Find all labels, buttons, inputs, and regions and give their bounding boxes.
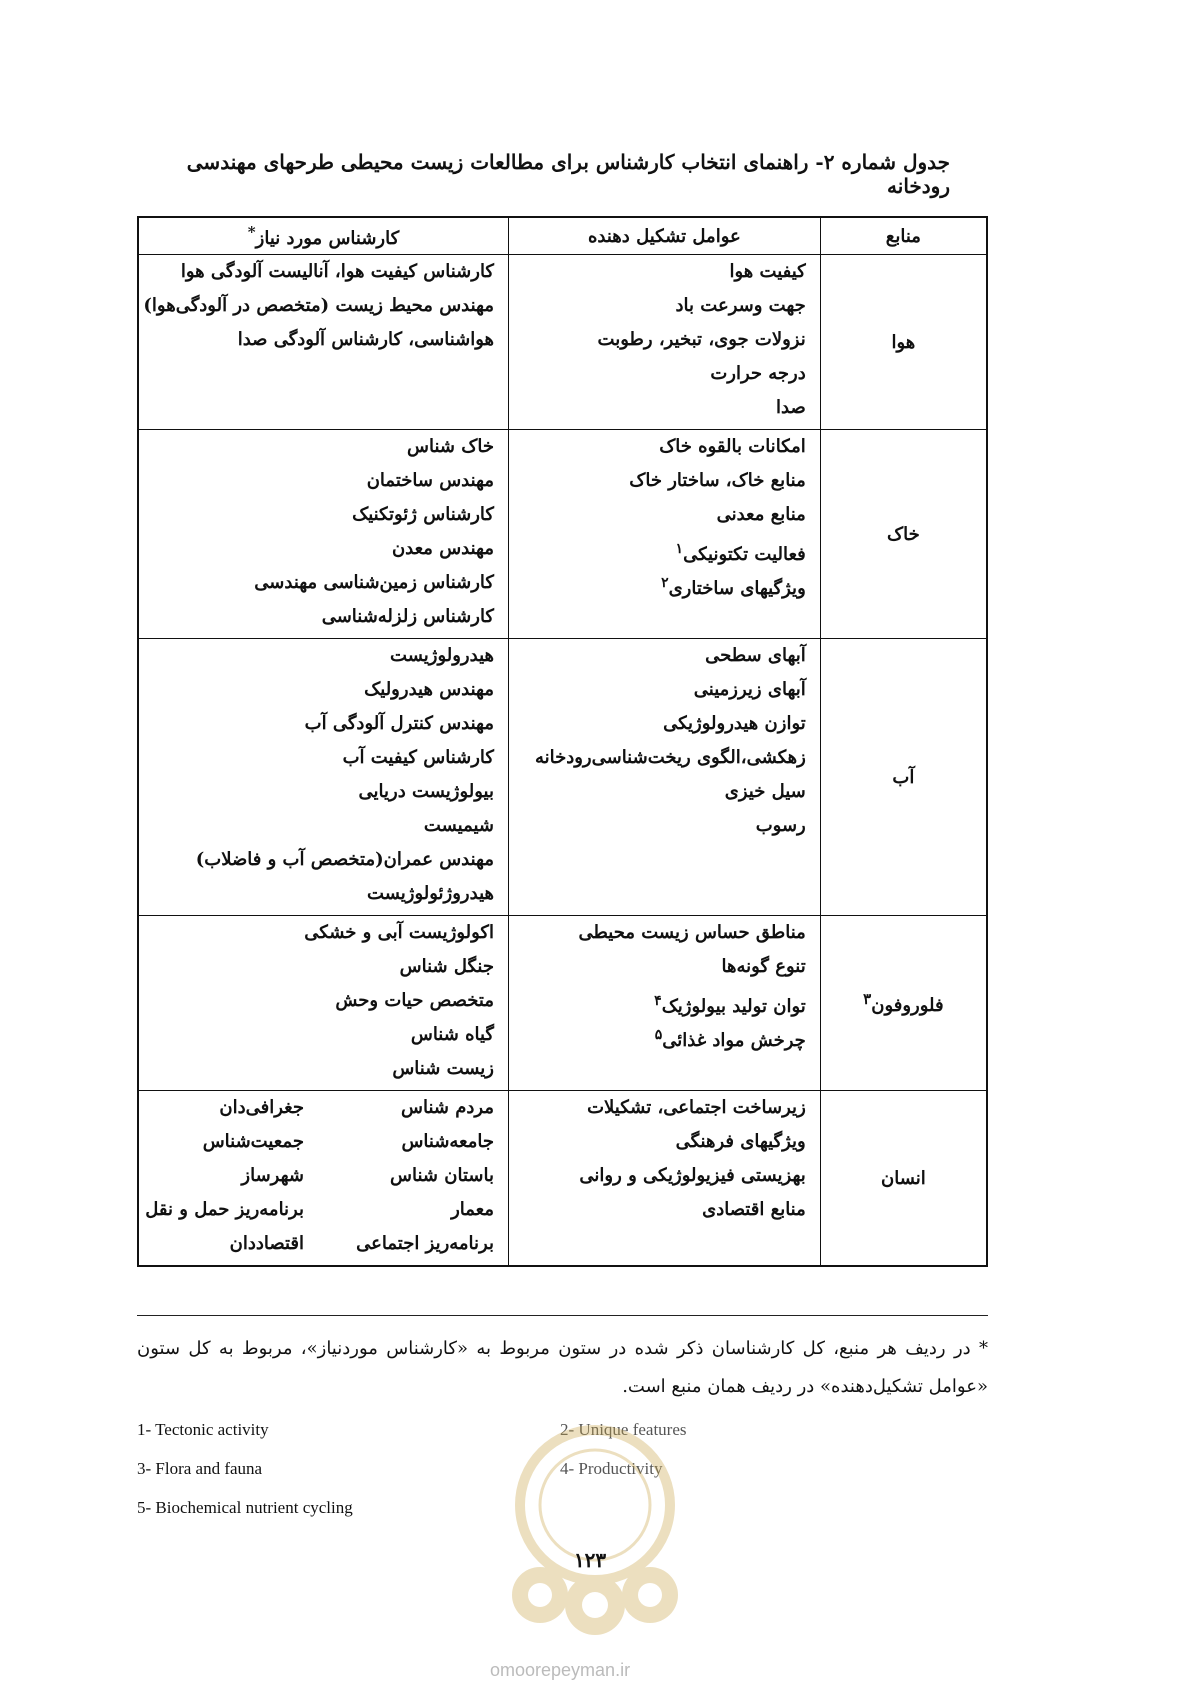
source-note: ۳ <box>863 990 872 1008</box>
expert-item: مهندس معدن <box>391 538 494 559</box>
source-label: انسان <box>880 1167 926 1189</box>
expert-item: معمار <box>451 1199 494 1220</box>
factor-item <box>513 566 806 600</box>
factor-text: چرخش مواد غذائی <box>662 1030 806 1051</box>
expert-column <box>304 1091 508 1261</box>
factor-text: امکانات بالقوه خاک <box>659 436 806 457</box>
expert-item: مهندس هیدرولیک <box>364 679 494 700</box>
factors-cell <box>509 916 821 1091</box>
factor-item <box>513 289 806 323</box>
factor-item <box>513 323 806 357</box>
expert-item: هیدرولوژیست <box>390 645 494 666</box>
header-experts-mark: * <box>247 223 256 241</box>
source-cell <box>820 430 987 639</box>
factor-text: درجه حرارت <box>710 363 806 384</box>
expert-column <box>143 1091 304 1261</box>
experts-cell <box>138 639 509 916</box>
factor-item <box>513 809 806 843</box>
factor-text: توان تولید بیولوژیک <box>661 996 806 1017</box>
factor-item <box>513 673 806 707</box>
expert-item: هیدروژئولوژیست <box>367 883 494 904</box>
factor-text: کیفیت هوا <box>729 261 806 282</box>
factor-item <box>513 1159 806 1193</box>
expert-item: جمعیت‌شناس <box>202 1131 304 1152</box>
note-5: 5- Biochemical nutrient cycling <box>137 1498 353 1517</box>
factors-cell <box>509 1091 821 1267</box>
factor-item <box>513 357 806 391</box>
factor-item <box>513 498 806 532</box>
expert-item: کارشناس ژئوتکنیک <box>352 504 494 525</box>
expert-item: برنامه‌ریز حمل و نقل <box>145 1199 304 1220</box>
factor-text: ویژگیهای فرهنگی <box>675 1131 806 1152</box>
factor-text: ویژگیهای ساختاری <box>668 578 806 599</box>
factor-text: فعالیت تکتونیکی <box>683 544 806 565</box>
factor-item <box>513 391 806 425</box>
factor-text: تنوع گونه‌ها <box>721 956 806 977</box>
factors-cell <box>509 639 821 916</box>
experts-cell <box>138 916 509 1091</box>
factor-text: منابع معدنی <box>716 504 806 525</box>
note-3: 3- Flora and fauna <box>137 1459 263 1478</box>
header-factors: عوامل تشکیل دهنده <box>509 217 821 255</box>
expert-item: کارشناس زلزله‌شناسی <box>321 606 494 627</box>
expert-item: زیست شناس <box>392 1058 494 1079</box>
expert-item: کارشناس کیفیت هوا، آنالیست آلودگی هوا <box>180 261 494 282</box>
source-cell <box>820 639 987 916</box>
factor-item <box>513 464 806 498</box>
expert-selection-table <box>137 216 988 1267</box>
factor-text: توازن هیدرولوژیکی <box>663 713 806 734</box>
expert-item: جامعه‌شناس <box>401 1131 494 1152</box>
expert-item: مهندس عمران(متخصص آب و فاضلاب) <box>195 849 494 870</box>
factor-item <box>513 1018 806 1052</box>
factor-text: آبهای سطحی <box>705 645 806 666</box>
factor-note: ۲ <box>661 575 669 591</box>
factors-cell <box>509 430 821 639</box>
expert-item: مهندس محیط زیست (متخصص در آلودگی‌هوا) <box>143 295 494 316</box>
factor-text: آبهای زیرزمینی <box>693 679 806 700</box>
table-row <box>138 916 987 1091</box>
factor-note: ۵ <box>654 1027 663 1043</box>
expert-item: مردم شناس <box>401 1097 494 1118</box>
source-label: فلوروفون <box>871 995 944 1016</box>
factor-item <box>513 532 806 566</box>
expert-item: جنگل شناس <box>399 956 494 977</box>
footnote-text: * در ردیف هر منبع، کل کارشناسان ذکر شده در ستون مربوط به «کارشناس موردنیاز»، مربوط به کل ستون «عوامل تشکیل‌دهنده» در ردیف همان منبع است. <box>137 1338 988 1397</box>
expert-item: مهندس کنترل آلودگی آب <box>304 713 494 734</box>
expert-item: اقتصاددان <box>229 1233 304 1254</box>
factor-item <box>513 430 806 464</box>
watermark-logo-icon <box>480 1420 710 1670</box>
experts-cell <box>138 255 509 430</box>
factor-text: نزولات جوی، تبخیر، رطوبت <box>597 329 806 350</box>
expert-item: هواشناسی، کارشناس آلودگی صدا <box>237 329 494 350</box>
footnote-divider <box>137 1315 988 1316</box>
factor-item <box>513 1193 806 1227</box>
expert-item: کارشناس زمین‌شناسی مهندسی <box>254 572 494 593</box>
expert-item: برنامه‌ریز اجتماعی <box>356 1233 494 1254</box>
table-row <box>138 255 987 430</box>
header-source: منابع <box>820 217 987 255</box>
factor-text: صدا <box>776 397 806 418</box>
expert-item: جغرافی‌دان <box>219 1097 304 1118</box>
factor-item <box>513 255 806 289</box>
factor-item <box>513 916 806 950</box>
header-experts-label: کارشناس مورد نیاز <box>255 228 400 249</box>
expert-item: خاک شناس <box>407 436 494 457</box>
factor-item <box>513 984 806 1018</box>
table-header-row <box>138 217 987 255</box>
factor-text: سیل خیزی <box>724 781 806 802</box>
factor-text: زهکشی،الگوی ریخت‌شناسی‌رودخانه <box>534 747 806 768</box>
factor-item <box>513 707 806 741</box>
page-number: ۱۲۳ <box>573 1548 607 1572</box>
factor-text: رسوب <box>755 815 806 836</box>
factor-text: جهت وسرعت باد <box>675 295 806 316</box>
note-4: 4- Productivity <box>560 1459 663 1478</box>
header-experts <box>138 217 509 255</box>
factor-text: زیرساخت اجتماعی، تشکیلات <box>587 1097 806 1118</box>
expert-item: شیمیست <box>423 815 494 836</box>
table-row <box>138 1091 987 1267</box>
factor-note: ۱ <box>675 541 684 557</box>
source-label: خاک <box>887 523 920 545</box>
factor-note: ۴ <box>654 993 662 1009</box>
source-cell <box>820 916 987 1091</box>
source-cell <box>820 1091 987 1267</box>
expert-item: گیاه شناس <box>410 1024 494 1045</box>
factor-item <box>513 741 806 775</box>
source-cell <box>820 255 987 430</box>
factor-text: منابع اقتصادی <box>702 1199 806 1220</box>
source-label: آب <box>892 766 915 788</box>
factor-item <box>513 1125 806 1159</box>
factor-text: مناطق حساس زیست محیطی <box>578 922 806 943</box>
note-1: 1- Tectonic activity <box>137 1420 269 1439</box>
experts-cell <box>138 1091 509 1267</box>
factor-item <box>513 639 806 673</box>
expert-item: باستان شناس <box>390 1165 494 1186</box>
expert-item: کارشناس کیفیت آب <box>342 747 494 768</box>
expert-item: اکولوژیست آبی و خشکی <box>304 922 494 943</box>
factor-text: بهزیستی فیزیولوژیکی و روانی <box>579 1165 806 1186</box>
table-row <box>138 639 987 916</box>
expert-item: شهرساز <box>241 1165 304 1186</box>
factor-item <box>513 950 806 984</box>
factor-item <box>513 1091 806 1125</box>
source-label: هوا <box>891 331 916 353</box>
factors-cell <box>509 255 821 430</box>
table-row <box>138 430 987 639</box>
experts-cell <box>138 430 509 639</box>
note-2: 2- Unique features <box>560 1420 687 1439</box>
watermark-url: omoorepeyman.ir <box>490 1660 631 1680</box>
expert-item: متخصص حیات وحش <box>335 990 494 1011</box>
expert-item: بیولوژیست دریایی <box>358 781 494 802</box>
factor-item <box>513 775 806 809</box>
table-title: جدول شماره ۲- راهنمای انتخاب کارشناس برای مطالعات زیست محیطی طرحهای مهندسی رودخانه <box>186 150 950 198</box>
factor-text: منابع خاک، ساختار خاک <box>629 470 806 491</box>
expert-item: مهندس ساختمان <box>366 470 494 491</box>
